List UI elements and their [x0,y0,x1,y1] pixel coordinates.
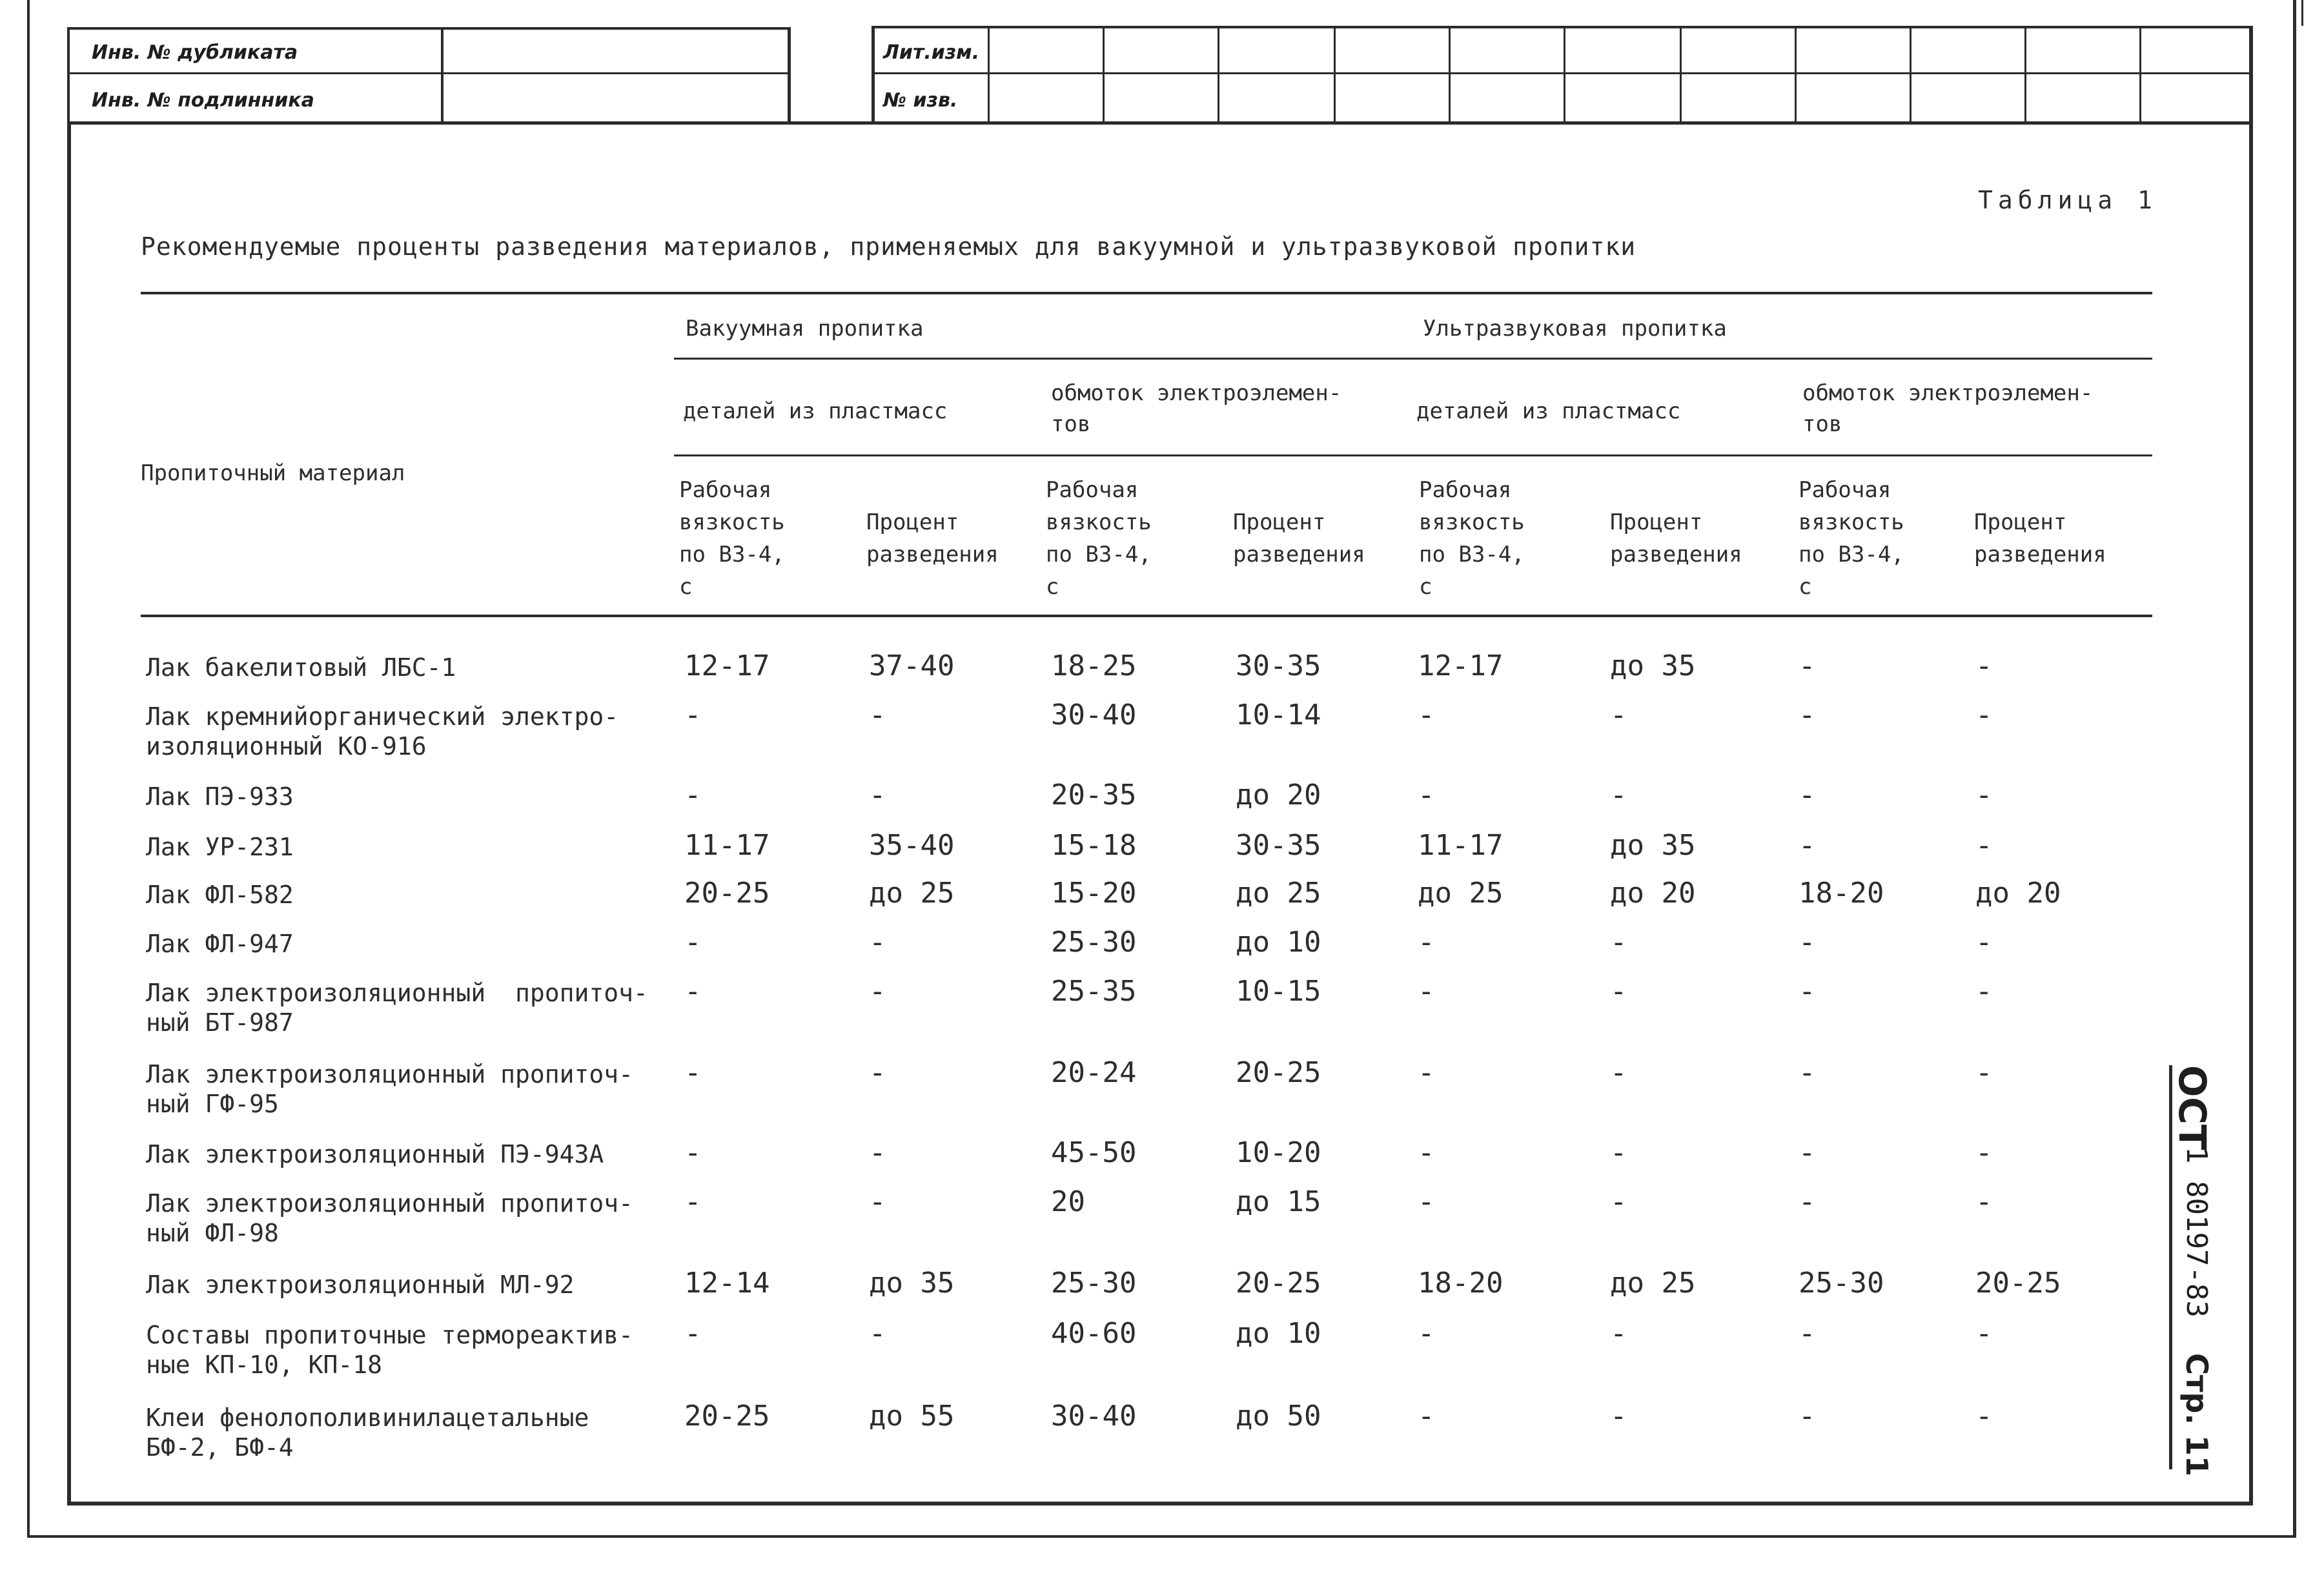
table-cell: 30-40 [1051,699,1137,731]
table-cell: - [1418,975,1435,1008]
table-cell: - [684,975,702,1008]
table-cell: - [1975,1185,1993,1218]
side-number: 1 80197-83 [2180,1147,2213,1318]
table-cell: до 20 [1610,877,1696,910]
table-cell: до 15 [1236,1185,1321,1218]
stamp-izv-label: № изв. [883,89,958,112]
material-name-cont: БФ-2, БФ-4 [146,1433,294,1462]
table-cell: - [1799,1317,1816,1350]
table-cell: 20-25 [1975,1267,2061,1300]
material-name-cont: изоляционный КО-916 [146,732,427,760]
table-cell: - [1610,926,1627,959]
side-page: Стр. 11 [2179,1353,2214,1476]
table-cell: - [1799,1185,1816,1218]
header-us-plastic: деталей из пластмасс [1416,398,1681,424]
table-cell: - [1975,829,1993,862]
material-name: Лак ФЛ-947 [146,930,294,958]
table-cell: - [1975,649,1993,682]
table-cell: 18-25 [1051,649,1137,682]
table-cell: - [1975,926,1993,959]
header-rule-2 [674,454,2152,456]
header-material: Пропиточный материал [141,460,405,486]
table-cell: - [1610,1136,1627,1169]
table-caption: Рекомендуемые проценты разведения материалов, применяемых для вакуумной и ультразвуковой пропитки [141,232,1636,261]
table-cell: - [1975,699,1993,731]
table-cell: 25-35 [1051,975,1137,1008]
table-cell: - [869,1056,886,1089]
table-cell: 30-35 [1236,829,1321,862]
header-vac-windings-1: обмоток электроэлемен- [1051,380,1342,406]
table-cell: 45-50 [1051,1136,1137,1169]
table-number: Таблица 1 [1978,186,2157,214]
table-cell: - [684,779,702,811]
table-cell: 18-20 [1799,877,1884,910]
table-cell: - [1799,1056,1816,1089]
table-cell: 30-35 [1236,649,1321,682]
table-cell: 12-17 [1418,649,1503,682]
header-us-windings-1: обмоток электроэлемен- [1802,380,2094,406]
table-cell: до 25 [1418,877,1503,910]
table-cell: - [1418,1185,1435,1218]
table-cell: - [1610,779,1627,811]
material-name: Лак УР-231 [146,833,294,861]
table-cell: - [684,1185,702,1218]
table-cell: 40-60 [1051,1317,1137,1350]
material-name: Составы пропиточные термореактив- [146,1321,633,1349]
table-cell: до 25 [869,877,955,910]
table-cell: - [1418,779,1435,811]
table-cell: 10-14 [1236,699,1321,731]
table-cell: - [1418,1400,1435,1433]
table-cell: до 35 [1610,649,1696,682]
header-us-windings-2: тов [1802,411,1842,437]
table-cell: - [684,699,702,731]
table-cell: - [1975,1136,1993,1169]
table-cell: - [869,926,886,959]
table-cell: - [1799,699,1816,731]
frame-top-inner [67,121,2253,125]
frame-right-inner [2249,26,2253,1505]
material-name: Лак ФЛ-582 [146,881,294,909]
table-cell: - [869,1136,886,1169]
table-cell: - [684,1317,702,1350]
table-cell: - [1610,1056,1627,1089]
table-cell: 20-25 [684,877,770,910]
table-cell: 20 [1051,1185,1085,1218]
material-name: Лак электроизоляционный ПЭ-943А [146,1140,604,1168]
table-cell: - [1799,779,1816,811]
material-name: Лак электроизоляционный МЛ-92 [146,1271,575,1299]
header-ultrasonic: Ультразвуковая пропитка [1423,316,1727,342]
table-cell: - [684,1056,702,1089]
table-cell: до 55 [869,1400,955,1433]
table-cell: 15-18 [1051,829,1137,862]
table-cell: - [1799,829,1816,862]
side-ost: ОСТ [2170,1065,2214,1150]
table-cell: 12-14 [684,1267,770,1300]
frame-bottom-outer [27,1535,2296,1538]
table-cell: до 20 [1236,779,1321,811]
stamp-original-label: Инв. № подлинника [92,89,314,112]
table-cell: - [1418,1317,1435,1350]
table-cell: 20-24 [1051,1056,1137,1089]
material-name-cont: ный ФЛ-98 [146,1219,279,1247]
frame-right-tick [2301,0,2303,26]
material-name: Лак кремнийорганический электро- [146,702,619,731]
table-cell: - [869,699,886,731]
table-cell: - [684,926,702,959]
material-name-cont: ные КП-10, КП-18 [146,1351,383,1379]
table-cell: 11-17 [684,829,770,862]
table-cell: до 35 [869,1267,955,1300]
table-cell: - [1610,1317,1627,1350]
table-cell: - [1610,1185,1627,1218]
table-cell: - [869,1317,886,1350]
header-vac-windings-2: тов [1051,411,1091,437]
material-name: Лак бакелитовый ЛБС-1 [146,653,456,682]
table-cell: 37-40 [869,649,955,682]
frame-left-outer [27,0,30,1536]
table-cell: - [1799,926,1816,959]
table-cell: 20-25 [1236,1267,1321,1300]
table-cell: 15-20 [1051,877,1137,910]
table-cell: - [1975,1056,1993,1089]
table-cell: - [1799,1400,1816,1433]
frame-right-outer [2293,0,2296,1538]
table-cell: - [1799,1136,1816,1169]
material-name: Лак электроизоляционный пропиточ- [146,1189,633,1218]
table-cell: - [1975,1400,1993,1433]
table-cell: 20-25 [1236,1056,1321,1089]
table-cell: 20-25 [684,1400,770,1433]
table-cell: до 20 [1975,877,2061,910]
table-cell: - [869,779,886,811]
table-cell: - [1799,649,1816,682]
table-cell: - [1975,1317,1993,1350]
table-cell: - [869,1185,886,1218]
table-cell: - [1418,926,1435,959]
material-name-cont: ный ГФ-95 [146,1090,279,1118]
table-cell: 12-17 [684,649,770,682]
table-cell: 25-30 [1799,1267,1884,1300]
header-vac-plastic: деталей из пластмасс [683,398,948,424]
table-cell: - [1418,1056,1435,1089]
table-cell: - [1418,699,1435,731]
stamp-lit-label: Лит.изм. [883,41,980,64]
table-cell: 25-30 [1051,926,1137,959]
table-cell: - [684,1136,702,1169]
table-cell: 35-40 [869,829,955,862]
table-cell: 20-35 [1051,779,1137,811]
table-cell: - [1610,1400,1627,1433]
material-name-cont: ный БТ-987 [146,1008,294,1037]
material-name: Лак электроизоляционный пропиточ- [146,1060,633,1088]
table-cell: - [1975,779,1993,811]
header-bottom-rule [141,615,2152,617]
frame-left-inner [67,123,71,1504]
material-name: Клеи фенолополивинилацетальные [146,1403,589,1432]
table-cell: до 35 [1610,829,1696,862]
table-cell: до 50 [1236,1400,1321,1433]
table-cell: - [1610,975,1627,1008]
table-cell: 11-17 [1418,829,1503,862]
header-vacuum: Вакуумная пропитка [686,316,924,342]
table-cell: - [1799,975,1816,1008]
table-cell: 18-20 [1418,1267,1503,1300]
material-name: Лак ПЭ-933 [146,782,294,811]
table-cell: - [869,975,886,1008]
table-cell: до 25 [1236,877,1321,910]
header-rule-1 [674,358,2152,360]
stamp-duplicate-label: Инв. № дубликата [92,41,298,64]
material-name: Лак электроизоляционный пропиточ- [146,979,648,1007]
table-cell: - [1610,699,1627,731]
frame-bottom-inner [67,1502,2253,1505]
table-top-rule [141,292,2152,294]
table-cell: до 10 [1236,926,1321,959]
table-cell: до 10 [1236,1317,1321,1350]
table-cell: 25-30 [1051,1267,1137,1300]
table-cell: до 25 [1610,1267,1696,1300]
table-cell: 30-40 [1051,1400,1137,1433]
table-cell: - [1975,975,1993,1008]
table-cell: - [1418,1136,1435,1169]
table-cell: 10-20 [1236,1136,1321,1169]
table-cell: 10-15 [1236,975,1321,1008]
